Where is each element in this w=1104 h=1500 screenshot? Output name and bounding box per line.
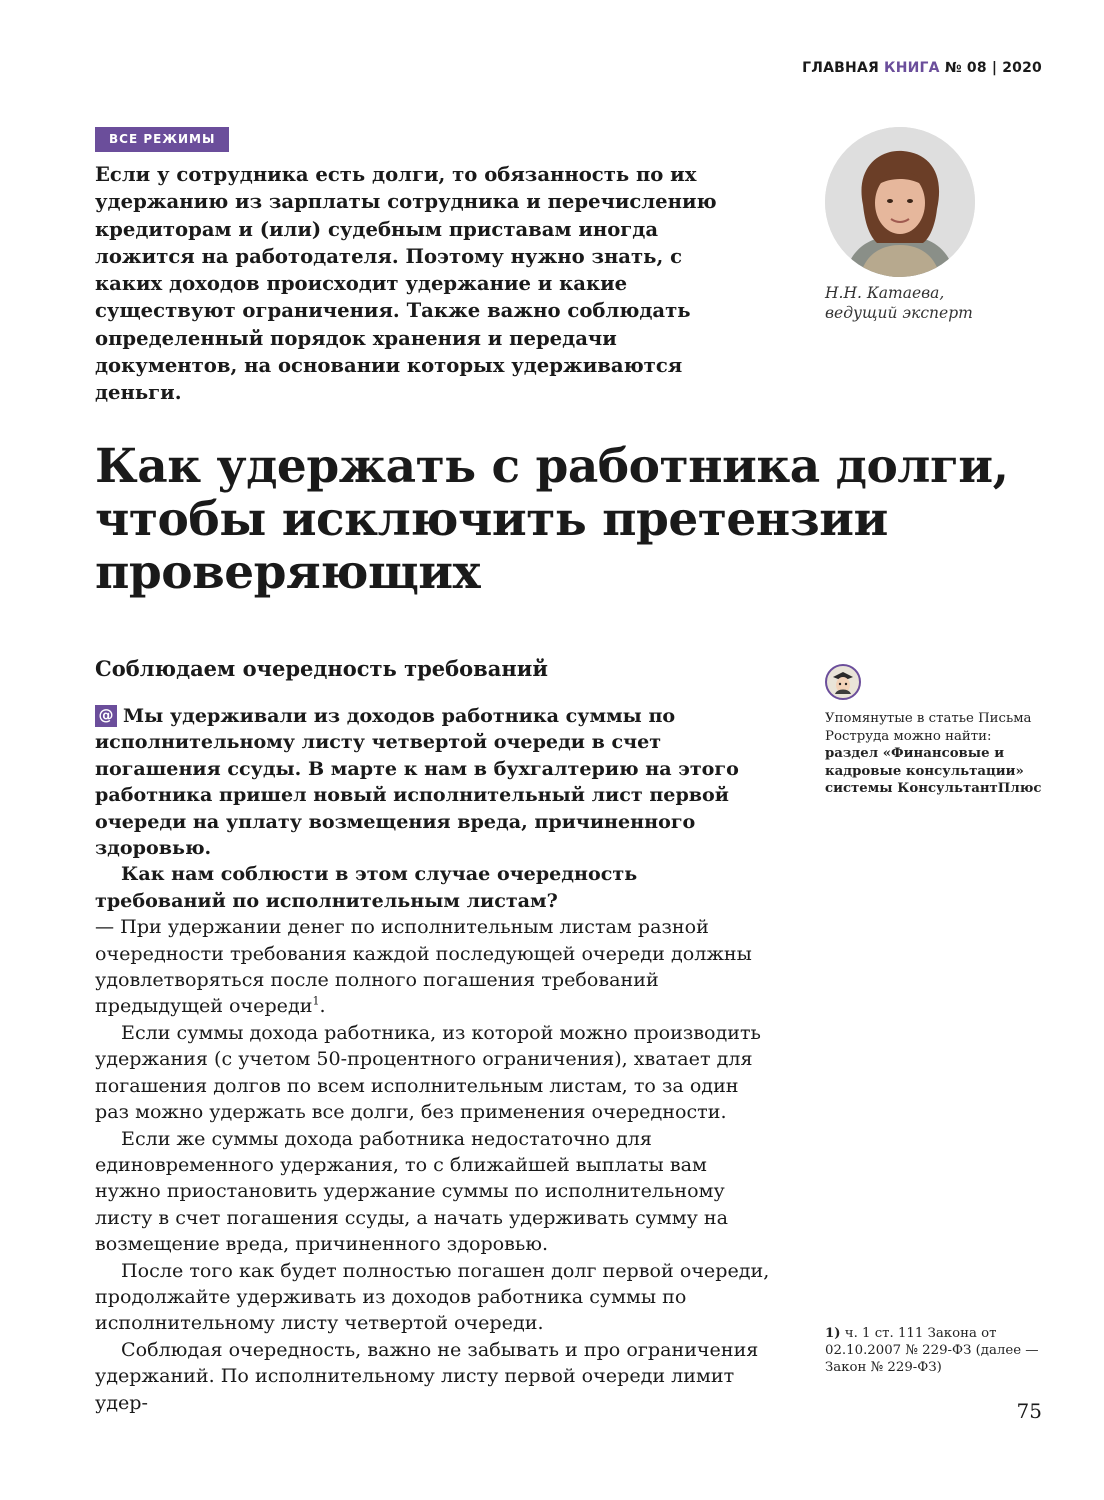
section-heading: Соблюдаем очередность требований: [95, 656, 548, 681]
footnote-ref[interactable]: 1: [312, 995, 320, 1009]
answer-paragraph-1: [95, 914, 771, 1020]
sidenote-text: Упомянутые в статье Письма Роструда можно найти:: [825, 711, 1032, 744]
consultantplus-icon: [825, 664, 861, 700]
header-kniga: КНИГА: [884, 60, 940, 76]
article-title: Как удержать с работника долги, чтобы исключить претензии проверяющих: [95, 439, 1009, 600]
lead-paragraph: Если у сотрудника есть долги, то обязанность по их удержанию из зарплаты сотрудника и перечислению кредиторам и (или) судебным приставам иногда ложится на работодателя. Поэтому нужно знать, с каких доходов происходит удержание и какие существуют ограничения. Также важно соблюдать определенный порядок хранения и передачи документов, на основании которых удерживаются деньги.: [95, 163, 717, 405]
sidenote-reference: раздел «Финансовые и кадровые консультации» системы КонсультантПлюс: [825, 746, 1042, 796]
author-caption: [825, 283, 1025, 323]
category-badge: ВСЕ РЕЖИМЫ: [95, 127, 229, 152]
answer-paragraph-4: После того как будет полностью погашен долг первой очереди, продолжайте удерживать из доходов работника суммы по исполнительному листу четвертой очереди.: [95, 1258, 770, 1335]
question-text: Мы удерживали из доходов работника суммы по исполнительному листу четвертой очереди в счет погашения ссуды. В марте к нам в бухгалтерию на этого работника пришел новый исполнительный лист первой очереди на уплату возмещения вреда, причиненного здоровью.: [95, 704, 739, 860]
answer-paragraph-2: Если суммы дохода работника, из которой можно производить удержания (с учетом 50-процентного ограничения), хватает для погашения долгов по всем исполнительным листам, то за один раз можно удержать все долги, без применения очередности.: [95, 1020, 761, 1124]
author-portrait-icon: [825, 127, 975, 277]
author-photo: [825, 127, 975, 277]
article-body: [95, 703, 771, 1416]
answer-text-1-end: .: [319, 994, 326, 1018]
answer-paragraph-3: Если же суммы дохода работника недостаточно для единовременного удержания, то с ближайшей выплаты вам нужно приостановить удержание суммы по исполнительному листу в счет погашения ссуды, а начать удерживать сумму на возмещение вреда, причиненного здоровью.: [95, 1126, 729, 1256]
question-paragraph: [95, 703, 771, 861]
footnote: [825, 1325, 1055, 1376]
footnote-number: 1): [825, 1326, 841, 1341]
question-paragraph-2: Как нам соблюсти в этом случае очередность требований по исполнительным листам?: [95, 862, 638, 912]
author-role: ведущий эксперт: [825, 304, 973, 322]
answer-text-1: — При удержании денег по исполнительным листам разной очередности требования каждой последующей очереди должны удовлетворяться после полного погашения требований предыдущей очереди: [95, 915, 752, 1018]
author-name: Н.Н. Катаева,: [825, 284, 945, 302]
running-header: [802, 60, 1042, 76]
at-sign-icon: @: [95, 705, 117, 727]
answer-paragraph-5: Соблюдая очередность, важно не забывать и про ограничения удержаний. По исполнительному листу первой очереди лимит удер-: [95, 1337, 759, 1414]
page-number: 75: [1016, 1399, 1042, 1423]
sidenote: [825, 710, 1055, 798]
header-glavnaya: ГЛАВНАЯ: [802, 60, 879, 76]
header-issue: № 08 | 2020: [944, 60, 1042, 76]
footnote-text: ч. 1 ст. 111 Закона от 02.10.2007 № 229-ФЗ (далее — Закон № 229-ФЗ): [825, 1326, 1039, 1375]
